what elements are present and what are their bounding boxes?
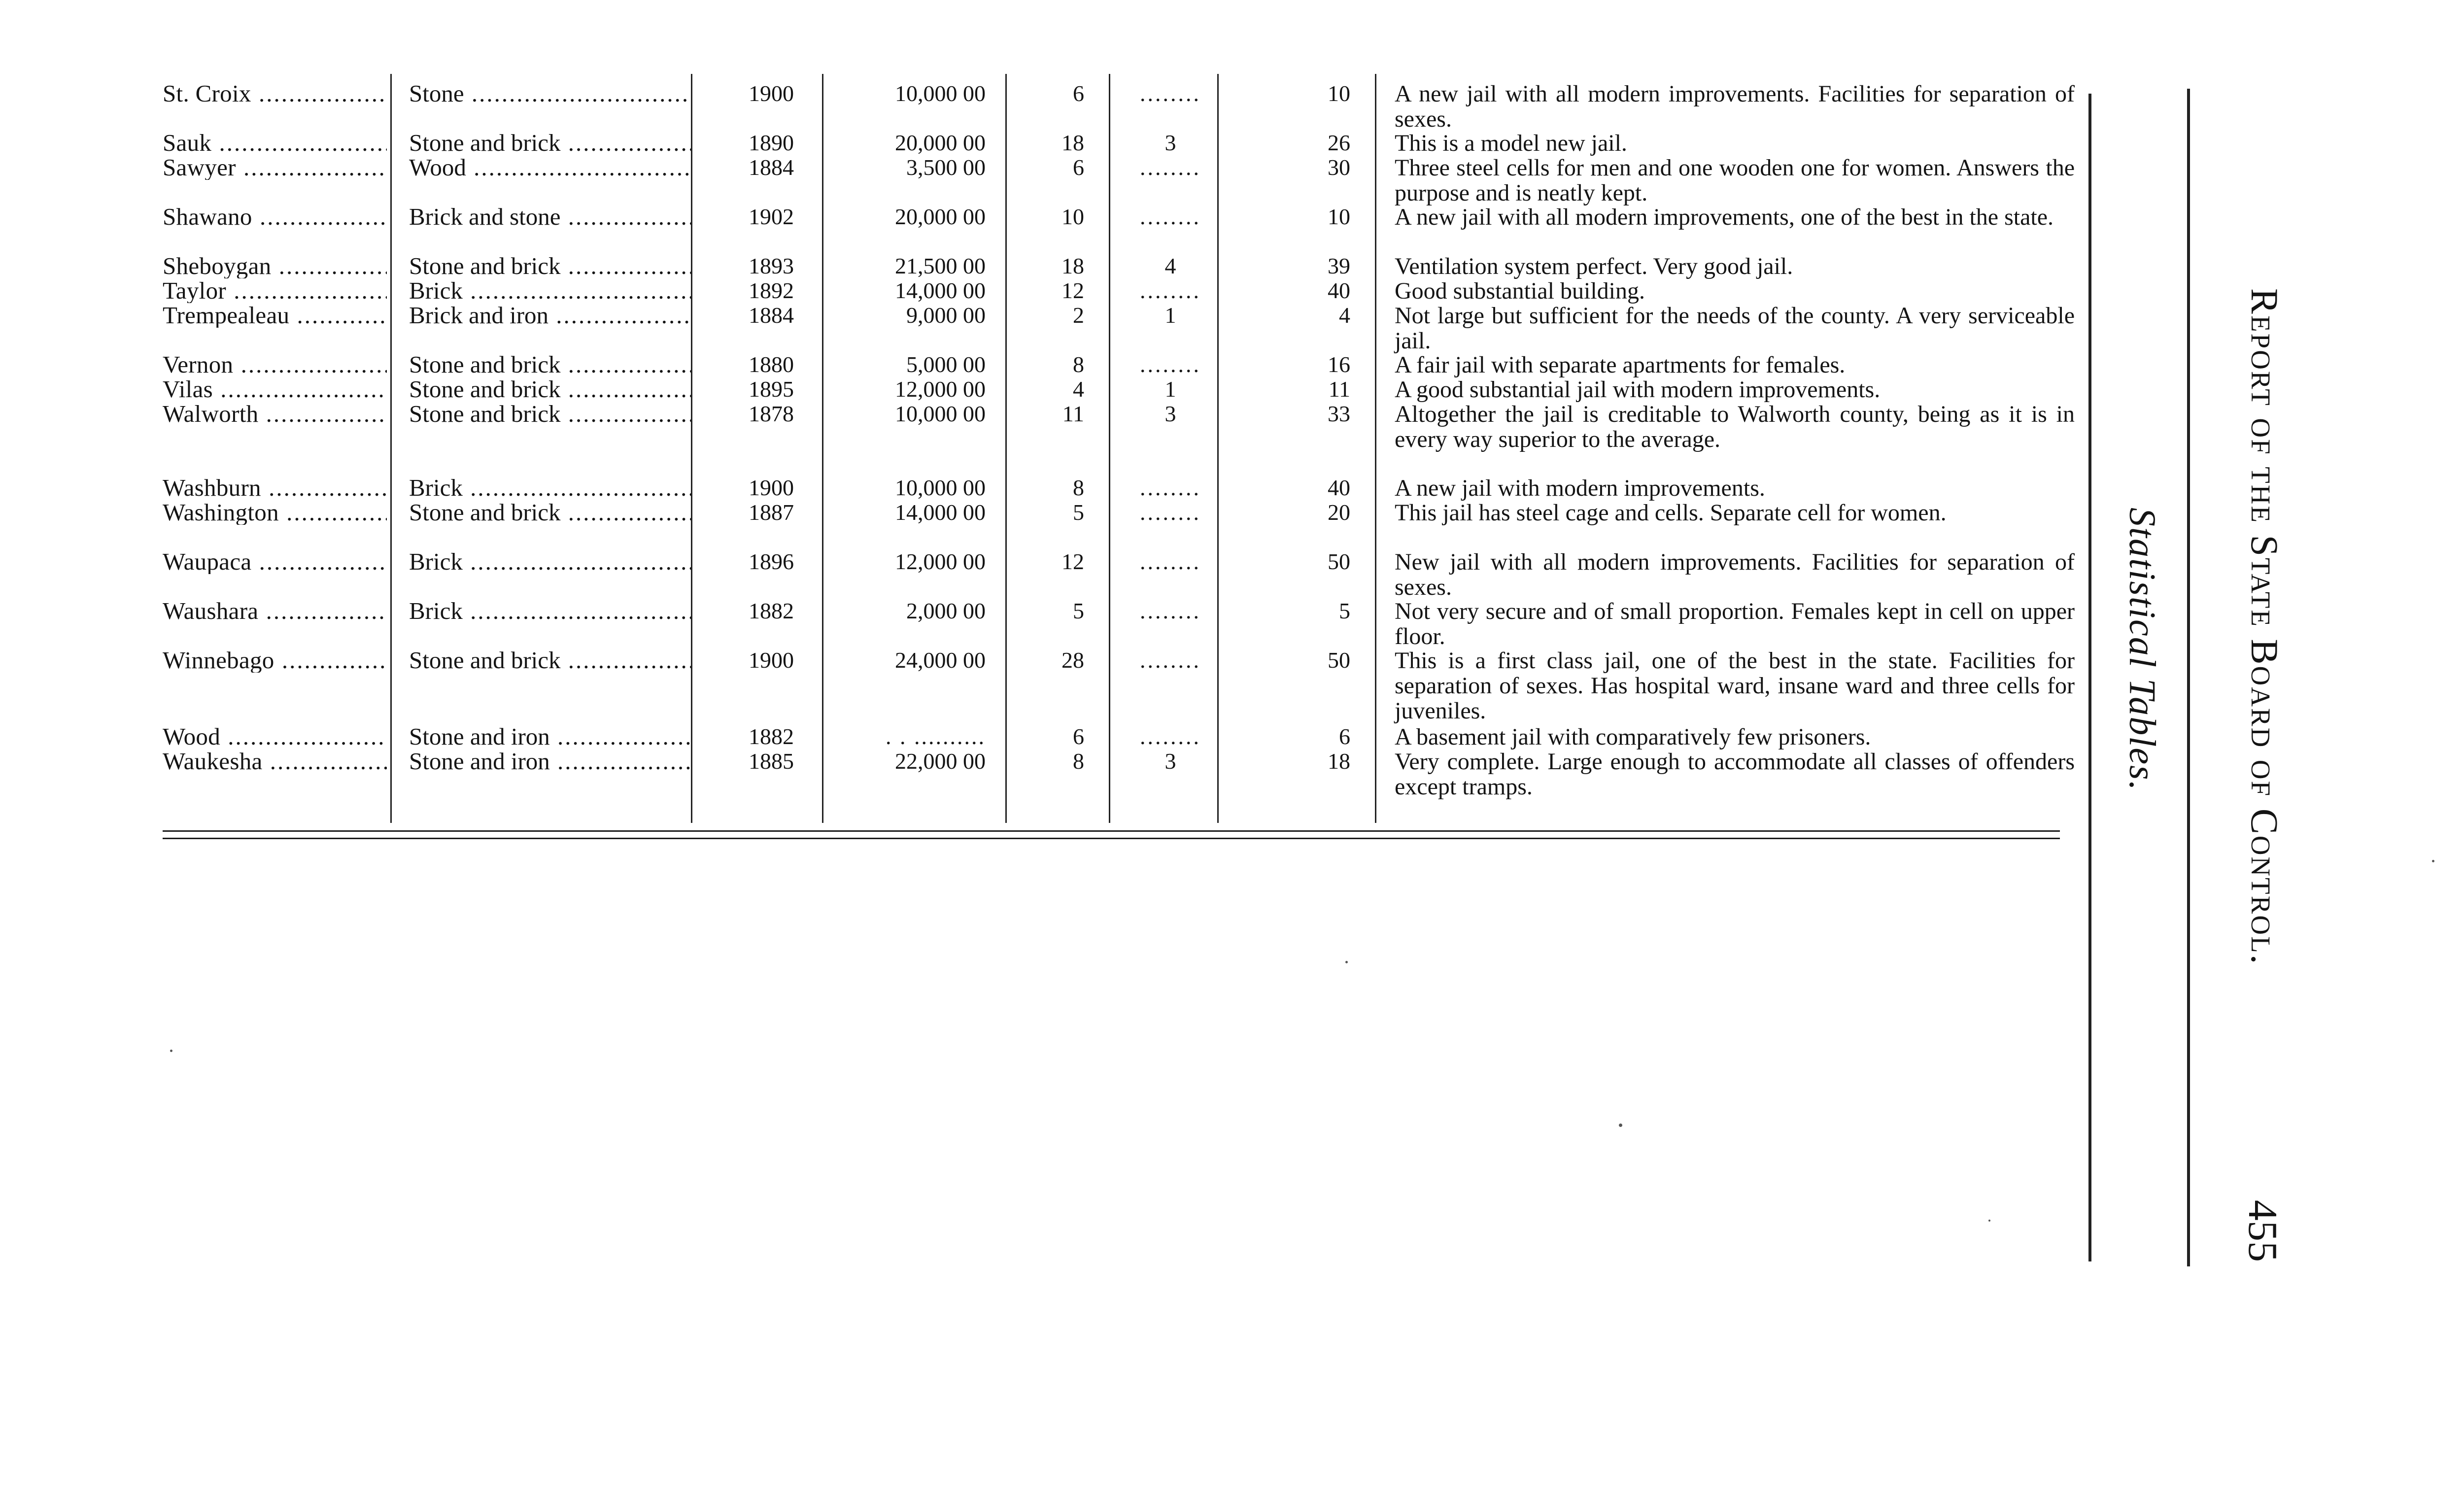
table-row [0, 598, 2075, 649]
remarks-cell: This is a first class jail, one of the best in the state. Facilities for separation of sexes. Has hospital ward, insane ward and three cells for juveniles. [1395, 647, 2075, 724]
remarks-cell: Very complete. Large enough to accommodate all classes of offenders except tramps. [1395, 749, 2075, 800]
table-row [0, 155, 2075, 206]
year-cell: 1878 [749, 401, 794, 426]
men-cell: 28 [1061, 647, 1084, 673]
juveniles-cell: 40 [1328, 475, 1350, 500]
juveniles-cell: 40 [1328, 278, 1350, 303]
cost-cell: 10,000 00 [895, 81, 986, 106]
year-cell: 1884 [749, 155, 794, 180]
table-row [0, 749, 2075, 800]
county-cell: Vernon ..... [163, 352, 387, 377]
material-cell: Brick ..... [409, 476, 692, 500]
scan-speck [170, 1050, 172, 1052]
cost-cell: 14,000 00 [895, 278, 986, 303]
year-cell: 1900 [749, 647, 794, 673]
table-row [0, 204, 2070, 234]
remarks-cell: This jail has steel cage and cells. Separate cell for women. [1395, 500, 1947, 526]
cost-cell: 9,000 00 [906, 303, 986, 328]
cost-cell: 10,000 00 [895, 475, 986, 500]
remarks-cell: Good substantial building. [1395, 278, 1645, 304]
cost-cell: 22,000 00 [895, 749, 986, 774]
women-cell: 3 [1164, 749, 1176, 774]
women-cell: ........ [1140, 352, 1201, 377]
women-cell: ........ [1140, 278, 1201, 303]
juveniles-cell: 11 [1328, 376, 1350, 402]
material-cell: Brick and iron ..... [409, 303, 692, 328]
scan-speck [2432, 860, 2434, 862]
year-cell: 1892 [749, 278, 794, 303]
cost-cell: . . .......... [886, 724, 986, 749]
women-cell: ........ [1140, 204, 1201, 229]
county-cell: Washburn ..... [163, 476, 387, 500]
women-cell: 3 [1164, 130, 1176, 155]
cost-cell: 12,000 00 [895, 549, 986, 574]
men-cell: 12 [1061, 278, 1084, 303]
remarks-cell: This is a model new jail. [1395, 130, 1627, 156]
women-cell: ........ [1140, 724, 1201, 749]
year-cell: 1890 [749, 130, 794, 155]
juveniles-cell: 5 [1339, 598, 1350, 623]
county-cell: Shawano ..... [163, 204, 387, 229]
material-cell: Stone and brick ..... [409, 402, 692, 426]
remarks-cell: New jail with all modern improvements. Facilities for separation of sexes. [1395, 549, 2075, 600]
year-cell: 1893 [749, 253, 794, 278]
material-cell: Stone ..... [409, 81, 692, 106]
cost-cell: 21,500 00 [895, 253, 986, 278]
remarks-cell: A fair jail with separate apartments for females. [1395, 352, 1846, 378]
men-cell: 18 [1061, 253, 1084, 278]
material-cell: Stone and iron ..... [409, 749, 692, 774]
juveniles-cell: 16 [1328, 352, 1350, 377]
year-cell: 1887 [749, 500, 794, 525]
table-row [0, 500, 2070, 530]
table-row [0, 647, 2075, 724]
men-cell: 12 [1061, 549, 1084, 574]
running-head: Report of the State Board of Control. [2243, 288, 2286, 966]
women-cell: ........ [1140, 500, 1201, 525]
juveniles-cell: 10 [1328, 204, 1350, 229]
cost-cell: 2,000 00 [906, 598, 986, 623]
scan-speck [1345, 961, 1348, 963]
county-cell: Taylor ..... [163, 278, 387, 303]
remarks-cell: A good substantial jail with modern improvements. [1395, 376, 1881, 403]
men-cell: 6 [1073, 724, 1084, 749]
remarks-cell: Altogether the jail is creditable to Walworth county, being as it is in every way superior to the average. [1395, 401, 2075, 452]
men-cell: 6 [1073, 81, 1084, 106]
column-rule [1375, 74, 1376, 823]
county-cell: Trempealeau ..... [163, 303, 387, 328]
women-cell: 4 [1164, 253, 1176, 278]
section-title: Statistical Tables. [2122, 508, 2163, 791]
men-cell: 5 [1073, 598, 1084, 623]
material-cell: Brick ..... [409, 599, 692, 623]
year-cell: 1900 [749, 81, 794, 106]
year-cell: 1885 [749, 749, 794, 774]
women-cell: ........ [1140, 549, 1201, 574]
county-cell: Sheboygan ..... [163, 254, 387, 278]
women-cell: 1 [1164, 376, 1176, 402]
remarks-cell: A basement jail with comparatively few prisoners. [1395, 724, 1871, 750]
year-cell: 1902 [749, 204, 794, 229]
men-cell: 8 [1073, 749, 1084, 774]
men-cell: 11 [1062, 401, 1084, 426]
column-rule [822, 74, 823, 823]
juveniles-cell: 39 [1328, 253, 1350, 278]
material-cell: Stone and brick ..... [409, 131, 692, 155]
year-cell: 1882 [749, 724, 794, 749]
table-bottom-rule [163, 830, 2060, 832]
juveniles-cell: 33 [1328, 401, 1350, 426]
year-cell: 1895 [749, 376, 794, 402]
men-cell: 5 [1073, 500, 1084, 525]
remarks-cell: A new jail with all modern improvements, one of the best in the state. [1395, 204, 2054, 230]
juveniles-cell: 10 [1328, 81, 1350, 106]
remarks-cell: A new jail with all modern improvements. Facilities for separation of sexes. [1395, 81, 2075, 132]
cost-cell: 3,500 00 [906, 155, 986, 180]
table-row [0, 401, 2075, 452]
column-rule [1005, 74, 1007, 823]
county-cell: Sauk ..... [163, 131, 387, 155]
cost-cell: 20,000 00 [895, 204, 986, 229]
men-cell: 2 [1073, 303, 1084, 328]
juveniles-cell: 30 [1328, 155, 1350, 180]
women-cell: ........ [1140, 475, 1201, 500]
column-rule [1109, 74, 1110, 823]
juveniles-cell: 18 [1328, 749, 1350, 774]
county-cell: Waupaca ..... [163, 549, 387, 574]
men-cell: 8 [1073, 475, 1084, 500]
material-cell: Stone and brick ..... [409, 254, 692, 278]
cost-cell: 5,000 00 [906, 352, 986, 377]
material-cell: Stone and brick ..... [409, 352, 692, 377]
men-cell: 6 [1073, 155, 1084, 180]
margin-rule [2187, 89, 2190, 1266]
women-cell: ........ [1140, 155, 1201, 180]
page-number: 455 [2240, 1200, 2286, 1262]
table-row [0, 303, 2075, 354]
cost-cell: 24,000 00 [895, 647, 986, 673]
material-cell: Stone and brick ..... [409, 500, 692, 525]
men-cell: 18 [1061, 130, 1084, 155]
table-row [0, 81, 2075, 132]
county-cell: Waushara ..... [163, 599, 387, 623]
material-cell: Brick ..... [409, 278, 692, 303]
remarks-cell: Not large but sufficient for the needs of the county. A very serviceable jail. [1395, 303, 2075, 354]
scan-speck [1619, 1124, 1622, 1127]
juveniles-cell: 20 [1328, 500, 1350, 525]
juveniles-cell: 6 [1339, 724, 1350, 749]
men-cell: 4 [1073, 376, 1084, 402]
women-cell: ........ [1140, 647, 1201, 673]
cost-cell: 14,000 00 [895, 500, 986, 525]
men-cell: 10 [1061, 204, 1084, 229]
year-cell: 1882 [749, 598, 794, 623]
year-cell: 1900 [749, 475, 794, 500]
year-cell: 1896 [749, 549, 794, 574]
cost-cell: 12,000 00 [895, 376, 986, 402]
county-cell: St. Croix ..... [163, 81, 387, 106]
juveniles-cell: 26 [1328, 130, 1350, 155]
men-cell: 8 [1073, 352, 1084, 377]
table-bottom-rule [163, 838, 2060, 839]
material-cell: Brick ..... [409, 549, 692, 574]
year-cell: 1880 [749, 352, 794, 377]
material-cell: Stone and iron ..... [409, 724, 692, 749]
juveniles-cell: 50 [1328, 647, 1350, 673]
scan-speck [1988, 1220, 1990, 1222]
column-rule [1217, 74, 1219, 823]
column-rule [390, 74, 392, 823]
cost-cell: 10,000 00 [895, 401, 986, 426]
county-cell: Winnebago ..... [163, 648, 387, 673]
year-cell: 1884 [749, 303, 794, 328]
women-cell: 3 [1164, 401, 1176, 426]
women-cell: 1 [1164, 303, 1176, 328]
county-cell: Washington ..... [163, 500, 387, 525]
juveniles-cell: 4 [1339, 303, 1350, 328]
county-cell: Sawyer ..... [163, 155, 387, 180]
county-cell: Wood ..... [163, 724, 387, 749]
material-cell: Stone and brick ..... [409, 648, 692, 673]
remarks-cell: Three steel cells for men and one wooden one for women. Answers the purpose and is neatly kept. [1395, 155, 2075, 206]
remarks-cell: A new jail with modern improvements. [1395, 475, 1765, 501]
women-cell: ........ [1140, 81, 1201, 106]
women-cell: ........ [1140, 598, 1201, 623]
county-cell: Waukesha ..... [163, 749, 387, 774]
column-rule [691, 74, 692, 823]
margin-rule [2088, 94, 2091, 1261]
remarks-cell: Not very secure and of small proportion. Females kept in cell on upper floor. [1395, 598, 2075, 649]
juveniles-cell: 50 [1328, 549, 1350, 574]
material-cell: Stone and brick ..... [409, 377, 692, 402]
material-cell: Brick and stone ..... [409, 204, 692, 229]
county-cell: Vilas ..... [163, 377, 387, 402]
cost-cell: 20,000 00 [895, 130, 986, 155]
remarks-cell: Ventilation system perfect. Very good jail. [1395, 253, 1793, 279]
county-cell: Walworth ..... [163, 402, 387, 426]
material-cell: Wood ..... [409, 155, 692, 180]
table-row [0, 549, 2075, 600]
